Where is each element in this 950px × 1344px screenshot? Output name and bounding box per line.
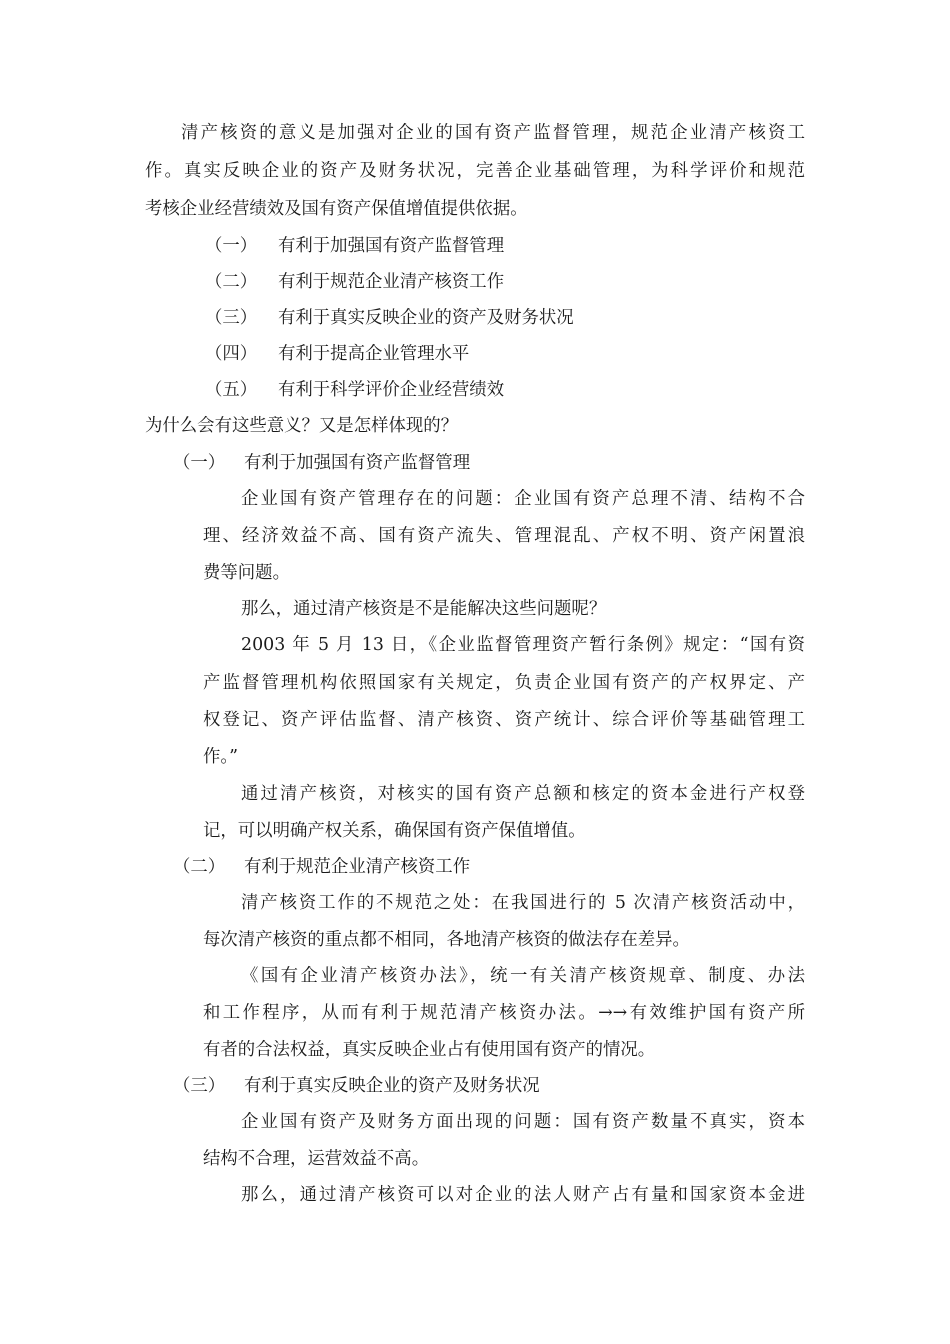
paragraph-line: 产监督管理机构依照国家有关规定，负责企业国有资产的产权界定、产: [203, 673, 805, 693]
paragraph-line: 和工作程序，从而有利于规范清产核资办法。→→有效维护国有资产所: [203, 1003, 805, 1023]
section-marker: （二）: [173, 857, 226, 877]
list-marker: （一）: [205, 236, 258, 256]
list-marker: （五）: [205, 380, 258, 400]
section-heading: 有利于规范企业清产核资工作: [244, 857, 471, 877]
paragraph-line: 每次清产核资的重点都不相同，各地清产核资的做法存在差异。: [203, 930, 690, 950]
list-marker: （二）: [205, 272, 258, 292]
list-item: 有利于真实反映企业的资产及财务状况: [278, 308, 574, 328]
intro-line: 作。真实反映企业的资产及财务状况，完善企业基础管理，为科学评价和规范: [145, 161, 805, 181]
paragraph-line: 理、经济效益不高、国有资产流失、管理混乱、产权不明、资产闲置浪: [203, 526, 805, 546]
paragraph-line: 那么，通过清产核资是不是能解决这些问题呢？: [241, 599, 607, 619]
paragraph-line: 费等问题。: [203, 563, 290, 583]
section-heading: 有利于真实反映企业的资产及财务状况: [244, 1076, 540, 1096]
paragraph-line: 权登记、资产评估监督、清产核资、资产统计、综合评价等基础管理工: [203, 710, 805, 730]
list-item: 有利于提高企业管理水平: [278, 344, 470, 364]
paragraph-line: 记，可以明确产权关系，确保国有资产保值增值。: [203, 821, 586, 841]
paragraph-line: 企业国有资产管理存在的问题：企业国有资产总理不清、结构不合: [241, 489, 805, 509]
section-marker: （一）: [173, 453, 226, 473]
list-marker: （三）: [205, 308, 258, 328]
list-item: 有利于加强国有资产监督管理: [278, 236, 505, 256]
section-heading: 有利于加强国有资产监督管理: [244, 453, 471, 473]
paragraph-line: 那么，通过清产核资可以对企业的法人财产占有量和国家资本金进: [241, 1185, 805, 1205]
question-line: 为什么会有这些意义？又是怎样体现的？: [145, 416, 459, 436]
paragraph-line: 《国有企业清产核资办法》，统一有关清产核资规章、制度、办法: [241, 966, 805, 986]
list-item: 有利于科学评价企业经营绩效: [278, 380, 505, 400]
paragraph-line: 通过清产核资，对核实的国有资产总额和核定的资本金进行产权登: [241, 784, 805, 804]
paragraph-line: 清产核资工作的不规范之处：在我国进行的 5 次清产核资活动中，: [241, 893, 805, 913]
paragraph-line: 2003 年 5 月 13 日，《企业监督管理资产暂行条例》规定：“国有资: [241, 635, 805, 655]
list-marker: （四）: [205, 344, 258, 364]
paragraph-line: 企业国有资产及财务方面出现的问题：国有资产数量不真实，资本: [241, 1112, 805, 1132]
intro-line: 清产核资的意义是加强对企业的国有资产监督管理，规范企业清产核资工: [181, 123, 805, 143]
list-item: 有利于规范企业清产核资工作: [278, 272, 505, 292]
paragraph-line: 结构不合理，运营效益不高。: [203, 1149, 430, 1169]
section-marker: （三）: [173, 1076, 226, 1096]
paragraph-line: 作。”: [203, 747, 238, 767]
intro-line: 考核企业经营绩效及国有资产保值增值提供依据。: [145, 199, 528, 219]
paragraph-line: 有者的合法权益，真实反映企业占有使用国有资产的情况。: [203, 1040, 656, 1060]
